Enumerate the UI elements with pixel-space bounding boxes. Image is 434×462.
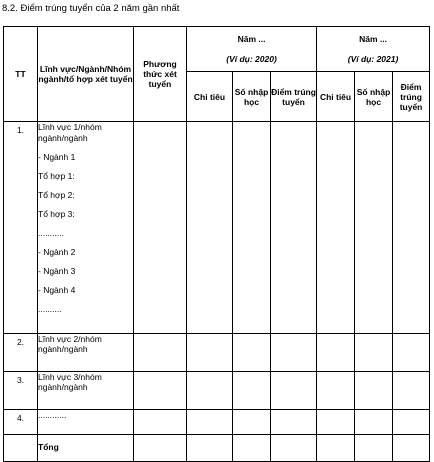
table-row <box>4 334 430 372</box>
row-line: - Ngành 3 <box>38 266 76 276</box>
header-quota-1: Chỉ tiêu <box>187 72 233 122</box>
header-year-2 <box>317 27 430 72</box>
row-line: - Ngành 1 <box>38 152 76 162</box>
header-field: Lĩnh vực/Ngành/Nhóm ngành/tổ hợp xét tuyển <box>38 27 134 122</box>
table-row-total <box>4 435 430 462</box>
row-line: Tổ hợp 1: <box>38 171 75 181</box>
row-line: ........... <box>38 228 64 238</box>
row-field <box>38 410 134 435</box>
header-enrolled-2: Số nhập học <box>355 72 393 122</box>
total-label: Tổng <box>38 435 134 462</box>
table-row <box>4 410 430 435</box>
table-row <box>4 372 430 410</box>
header-score-1: Điểm trúng tuyển <box>271 72 317 122</box>
header-enrolled-1: Số nhập học <box>233 72 271 122</box>
row-number: 4. <box>4 410 38 435</box>
year-2-example: (Ví dụ: 2021) <box>347 54 399 64</box>
row-field <box>38 334 134 372</box>
row-line: ngành/ngành <box>38 344 88 354</box>
row-line: ngành/ngành <box>38 382 88 392</box>
row-line: Lĩnh vực 2/nhóm <box>38 334 102 344</box>
row-number: 2. <box>4 334 38 372</box>
row-field <box>38 122 134 334</box>
row-line: Lĩnh vực 3/nhóm <box>38 372 102 382</box>
row-line: Tổ hợp 3: <box>38 209 75 219</box>
table-row <box>4 122 430 334</box>
header-method: Phương thức xét tuyển <box>134 27 187 122</box>
row-number: 1. <box>4 122 38 334</box>
row-number <box>4 435 38 462</box>
header-quota-2: Chỉ tiêu <box>317 72 355 122</box>
section-caption: 8.2. Điểm trúng tuyển của 2 năm gần nhất <box>2 3 180 14</box>
row-number: 3. <box>4 372 38 410</box>
header-score-2: Điểm trúng tuyển <box>393 72 430 122</box>
row-field <box>38 372 134 410</box>
year-2-label: Năm ... <box>359 34 387 44</box>
row-line: - Ngành 2 <box>38 247 76 257</box>
header-year-1 <box>187 27 317 72</box>
row-line: - Ngành 4 <box>38 285 76 295</box>
year-1-example: (Ví dụ: 2020) <box>226 54 277 64</box>
header-tt: TT <box>4 27 38 122</box>
year-1-label: Năm ... <box>237 34 266 44</box>
row-line: Tổ hợp 2: <box>38 190 75 200</box>
admission-score-table <box>3 26 430 462</box>
row-line: ............ <box>38 410 67 420</box>
row-line: Lĩnh vực 1/nhóm <box>38 122 102 132</box>
row-line: .......... <box>38 304 62 314</box>
row-line: ngành/ngành <box>38 133 88 143</box>
